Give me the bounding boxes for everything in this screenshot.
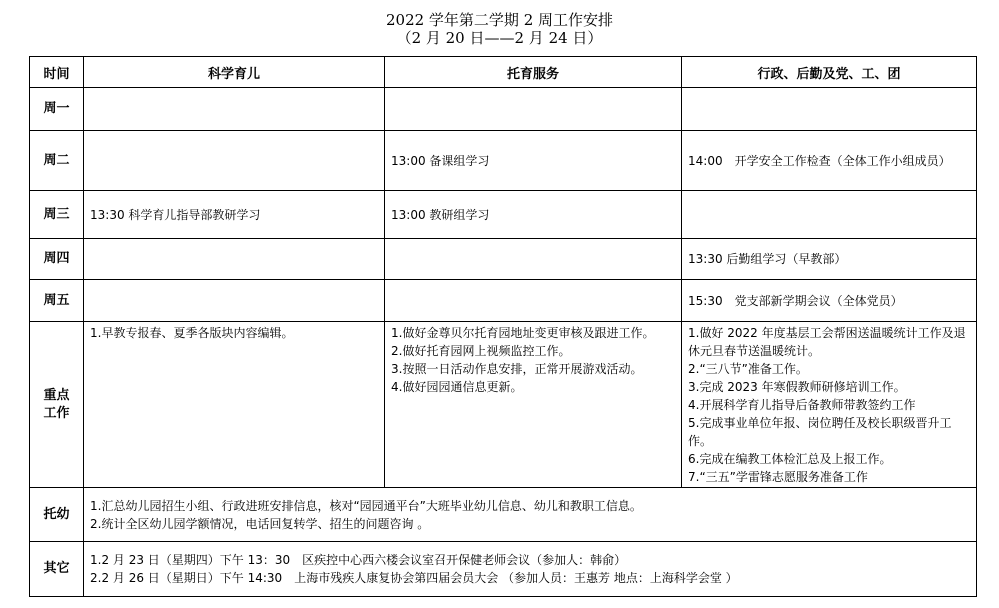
- table-row-other: [30, 542, 977, 597]
- childcare-cell: [385, 88, 682, 131]
- tuoyou-content: [84, 488, 977, 542]
- science-cell: [84, 88, 385, 131]
- table-row-tuesday: [30, 131, 977, 191]
- list-item: 3.按照一日活动作息安排，正常开展游戏活动。: [391, 362, 643, 376]
- table-row-monday: [30, 88, 977, 131]
- page-subtitle-date-range: （2 月 20 日——2 月 24 日）: [396, 29, 603, 47]
- list-item: 1.做好金尊贝尔托育园地址变更审核及跟进工作。: [391, 326, 655, 340]
- list-item: 2.“三八节”准备工作。: [688, 362, 808, 376]
- key-work-childcare-cell: [385, 322, 682, 488]
- header-childcare-service: 托育服务: [385, 57, 682, 88]
- list-item: 3.完成 2023 年寒假教师研修培训工作。: [688, 380, 906, 394]
- key-work-label: [30, 322, 84, 488]
- header-time: 时间: [30, 57, 84, 88]
- admin-cell: 15:30 党支部新学期会议（全体党员）: [682, 280, 977, 322]
- key-work-label-line2: 工作: [43, 405, 70, 421]
- day-label: 周二: [30, 131, 84, 191]
- page-title: 2022 学年第二学期 2 周工作安排: [385, 11, 614, 29]
- science-cell: [84, 280, 385, 322]
- admin-cell: 13:30 后勤组学习（早教部）: [682, 239, 977, 280]
- tuoyou-label: 托幼: [30, 488, 84, 542]
- list-item: 2.统计全区幼儿园学额情况，电话回复转学、招生的问题咨询 。: [90, 516, 430, 531]
- childcare-cell: [385, 239, 682, 280]
- admin-cell: [682, 191, 977, 239]
- key-work-science-cell: [84, 322, 385, 488]
- header-admin-logistics: 行政、后勤及党、工、团: [682, 57, 977, 88]
- day-label: 周三: [30, 191, 84, 239]
- childcare-cell: 13:00 教研组学习: [385, 191, 682, 239]
- other-content: [84, 542, 977, 597]
- list-item: 1.汇总幼儿园招生小组、行政进班安排信息，核对“园园通平台”大班毕业幼儿信息、幼儿和教职工信息。: [90, 498, 642, 513]
- list-item: 1.早教专报春、夏季各版块内容编辑。: [90, 326, 294, 340]
- childcare-cell: 13:00 备课组学习: [385, 131, 682, 191]
- table-header-row: [30, 57, 977, 88]
- day-label: 周五: [30, 280, 84, 322]
- weekly-schedule-table: [29, 56, 977, 597]
- admin-cell: 14:00 开学安全工作检查（全体工作小组成员）: [682, 131, 977, 191]
- table-row-thursday: [30, 239, 977, 280]
- table-row-friday: [30, 280, 977, 322]
- day-label: 周四: [30, 239, 84, 280]
- key-work-label-line1: 重点: [43, 387, 70, 403]
- science-cell: [84, 239, 385, 280]
- table-row-key-work: [30, 322, 977, 488]
- science-cell: [84, 131, 385, 191]
- table-row-tuoyou: [30, 488, 977, 542]
- list-item: 4.做好园园通信息更新。: [391, 380, 523, 394]
- admin-cell: [682, 88, 977, 131]
- key-work-admin-cell: [682, 322, 977, 488]
- table-row-wednesday: [30, 191, 977, 239]
- list-item: 7.“三五”学雷锋志愿服务准备工作: [688, 470, 868, 484]
- list-item: 6.完成在编教工体检汇总及上报工作。: [688, 452, 892, 466]
- list-item: 4.开展科学育儿指导后备教师带教签约工作: [688, 398, 916, 412]
- list-item: 2.做好托育园网上视频监控工作。: [391, 344, 571, 358]
- list-item: 1.2 月 23 日（星期四）下午 13：30 区疾控中心西六楼会议室召开保健老师会议（参加人：韩俞）: [90, 553, 627, 567]
- list-item: 1.做好 2022 年度基层工会帮困送温暖统计工作及退休元旦春节送温暖统计。: [688, 326, 966, 358]
- list-item: 2.2 月 26 日（星期日）下午 14:30 上海市残疾人康复协会第四届会员大会 （参加人员：王惠芳 地点：上海科学会堂 ）: [90, 571, 738, 585]
- header-science-parenting: 科学育儿: [84, 57, 385, 88]
- childcare-cell: [385, 280, 682, 322]
- other-label: 其它: [30, 542, 84, 597]
- day-label: 周一: [30, 88, 84, 131]
- list-item: 5.完成事业单位年报、岗位聘任及校长职级晋升工作。: [688, 416, 952, 448]
- science-cell: 13:30 科学育儿指导部教研学习: [84, 191, 385, 239]
